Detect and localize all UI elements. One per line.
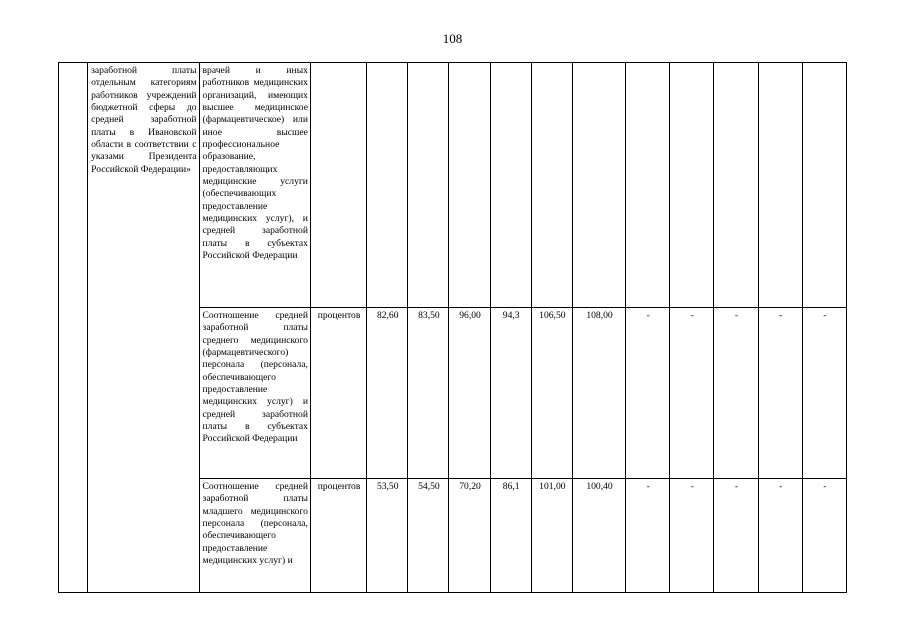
value-cell: 106,50	[531, 308, 572, 479]
value-cell: -	[758, 479, 802, 593]
value-cell: -	[802, 308, 846, 479]
unit-cell: процентов	[310, 479, 366, 593]
unit-cell	[310, 63, 366, 308]
value-cell	[572, 63, 625, 308]
value-cell: 86,1	[490, 479, 531, 593]
goal-cell: заработной платы отдельным категориям работников учреждений бюджетной сферы до средней заработной платы в Ивановской области в соответствии с указами Президента Российской Федерации»	[88, 63, 199, 593]
unit-cell: процентов	[310, 308, 366, 479]
value-cell: 54,50	[408, 479, 449, 593]
value-cell	[490, 63, 531, 308]
value-cell: -	[670, 308, 714, 479]
value-cell: -	[802, 479, 846, 593]
value-cell	[714, 63, 758, 308]
value-cell	[758, 63, 802, 308]
value-cell: 53,50	[367, 479, 408, 593]
value-cell	[802, 63, 846, 308]
indicator-cell: Соотношение средней заработной платы младшего медицинского персонала (персонала, обеспечивающего предоставление медицинских услуг) и	[199, 479, 310, 593]
value-cell	[367, 63, 408, 308]
value-cell: 83,50	[408, 308, 449, 479]
indicator-cell: врачей и иных работников медицинских организаций, имеющих высшее медицинское (фармацевтическое) или иное высшее профессиональное образование, предоставляющих медицинские услуги (обеспечивающих предоставление медицинских услуг), и средней заработной платы в субъектах Российской Федерации	[199, 63, 310, 308]
value-cell	[670, 63, 714, 308]
value-cell: -	[626, 308, 670, 479]
value-cell: -	[714, 479, 758, 593]
indicators-table	[58, 62, 847, 593]
value-cell: -	[758, 308, 802, 479]
value-cell: -	[670, 479, 714, 593]
value-cell: 82,60	[367, 308, 408, 479]
page-number: 108	[442, 31, 463, 46]
value-cell	[449, 63, 490, 308]
value-cell: -	[714, 308, 758, 479]
value-cell	[408, 63, 449, 308]
indicator-cell: Соотношение средней заработной платы среднего медицинского (фармацевтического) персонала (персонала, обеспечивающего предоставление медицинских услуг) и средней заработной платы в субъектах Российской Федерации	[199, 308, 310, 479]
row-number-cell	[59, 63, 88, 593]
table-row	[59, 63, 847, 308]
value-cell: 108,00	[572, 308, 625, 479]
value-cell	[626, 63, 670, 308]
value-cell: 96,00	[449, 308, 490, 479]
value-cell: -	[626, 479, 670, 593]
value-cell: 94,3	[490, 308, 531, 479]
value-cell	[531, 63, 572, 308]
value-cell: 70,20	[449, 479, 490, 593]
value-cell: 100,40	[572, 479, 625, 593]
value-cell: 101,00	[531, 479, 572, 593]
